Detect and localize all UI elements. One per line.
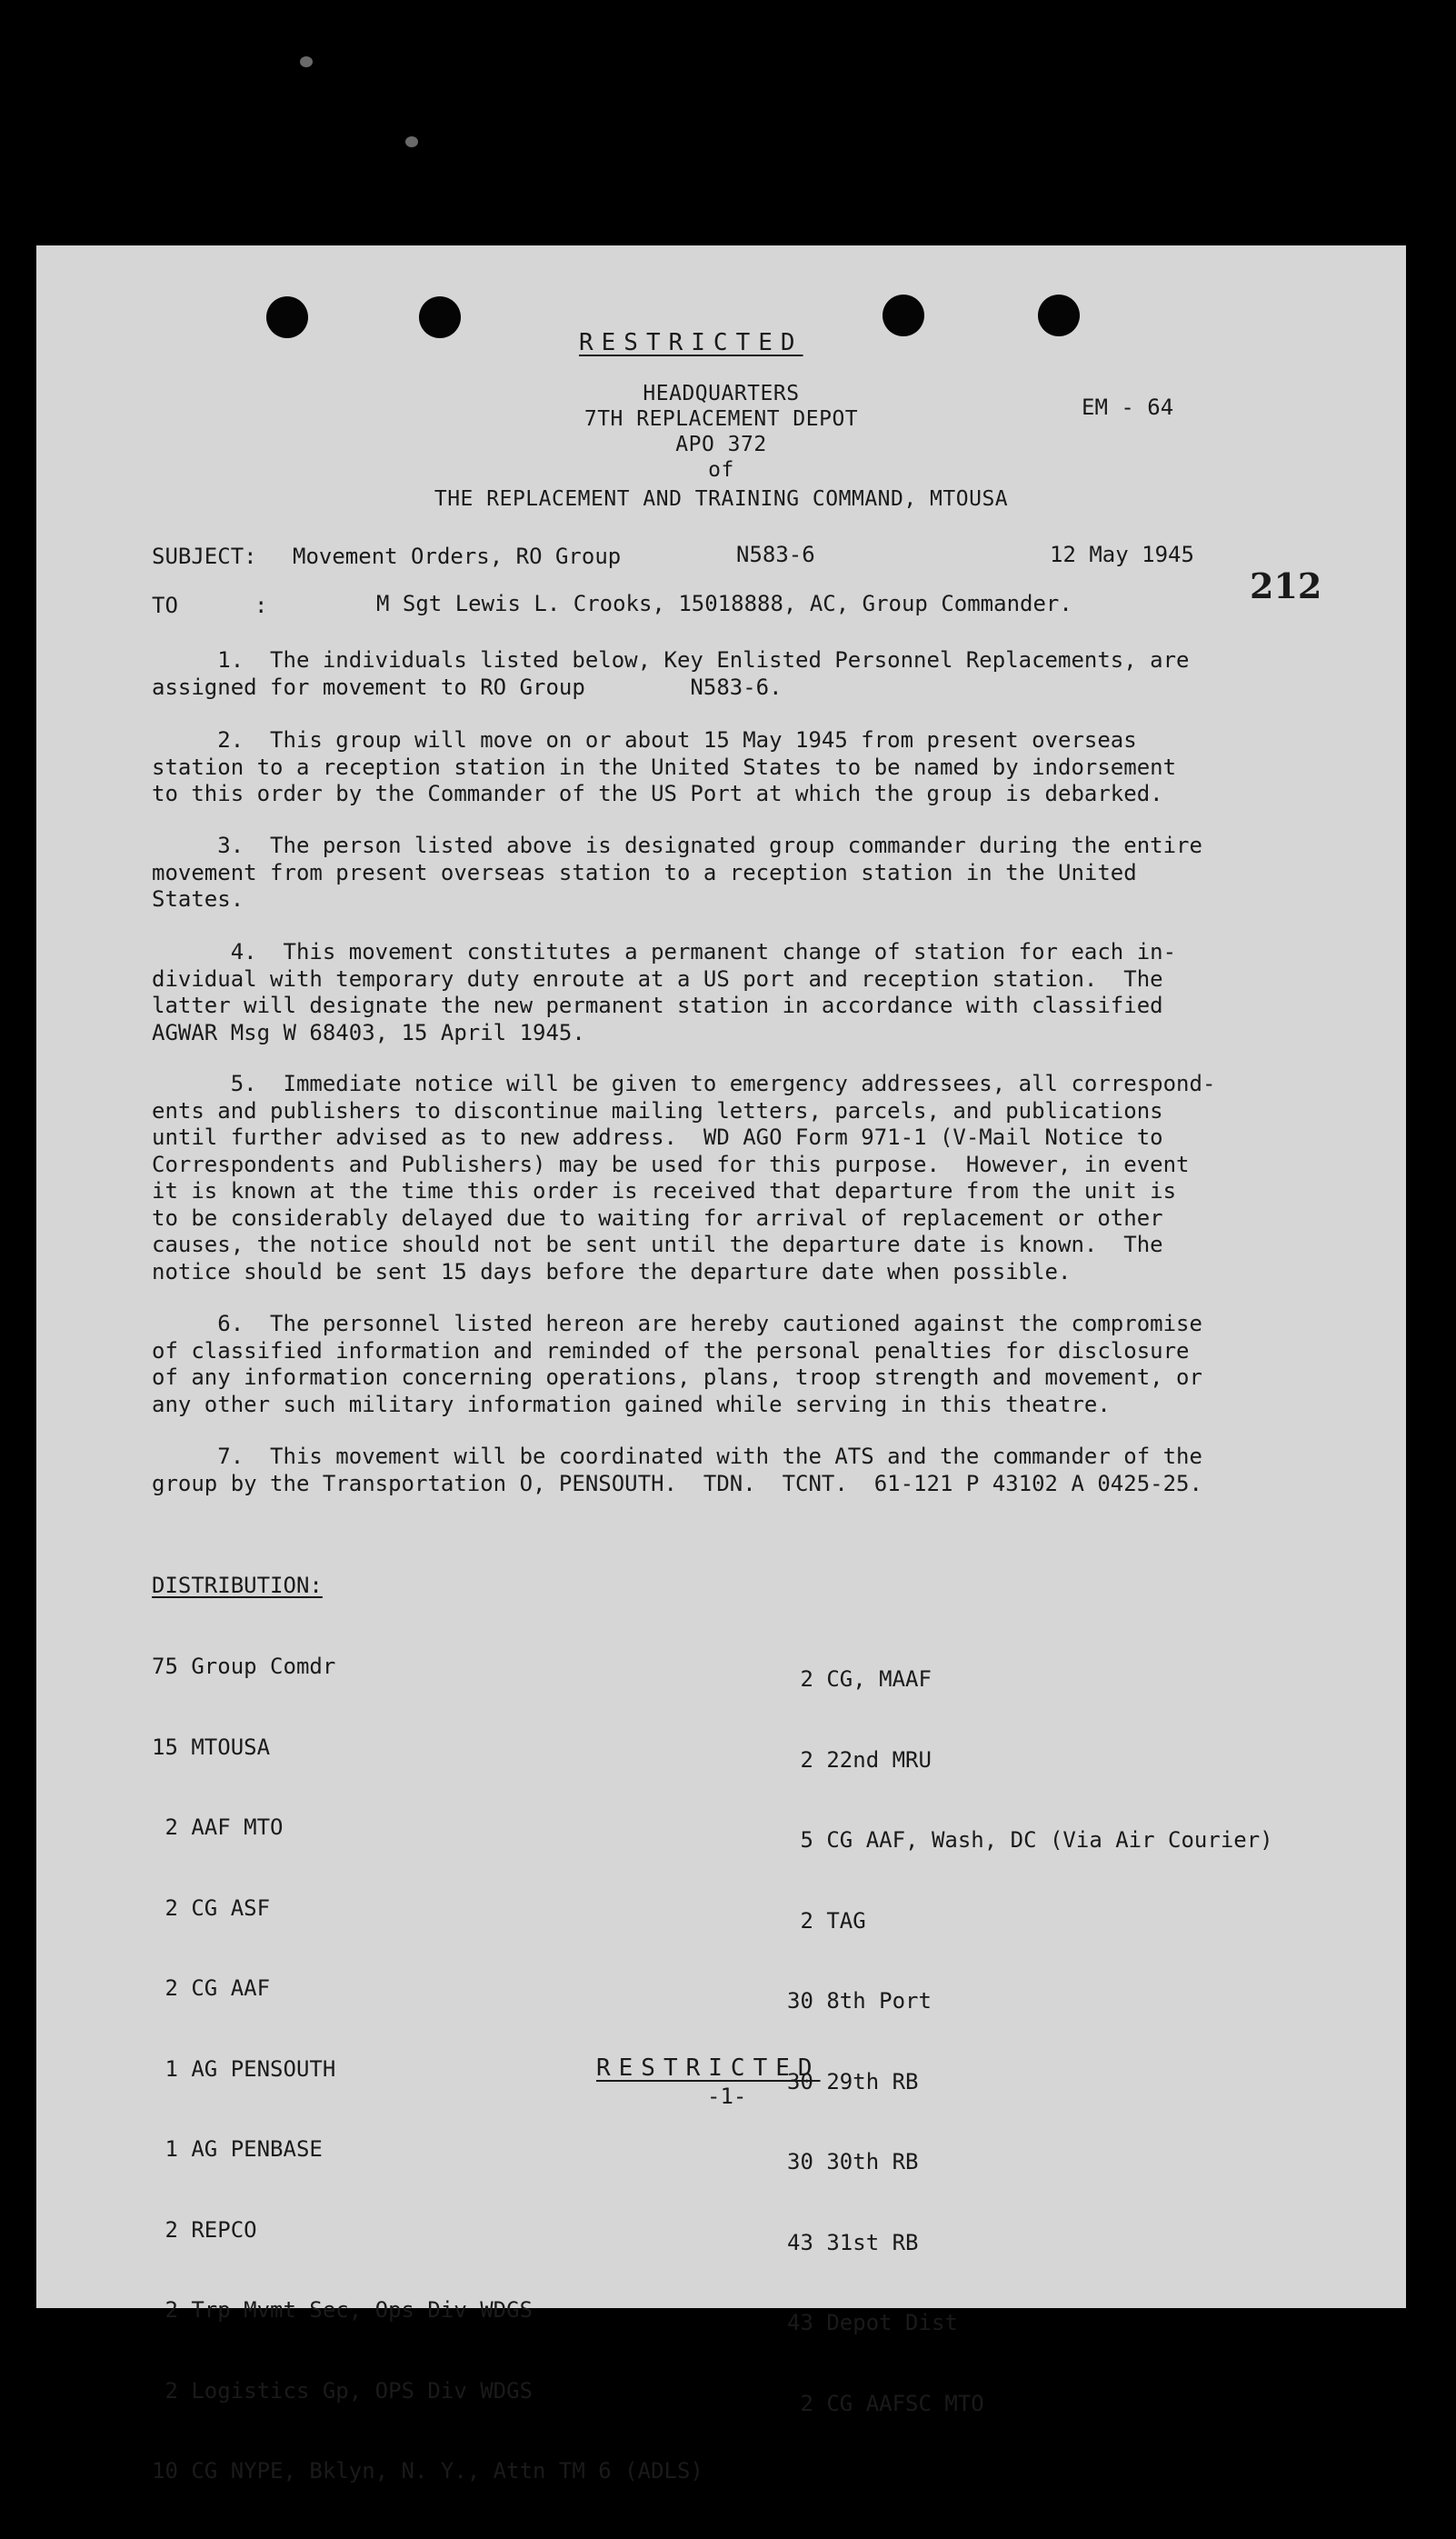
distribution-item: 43 31st RB [787,2229,919,2255]
distribution-item: 2 CG AAFSC MTO [787,2390,984,2416]
paragraph-2: 2. This group will move on or about 15 May 1945 from present overseas station to a reception station in the United States to be named by indorsement to this order by the Commander of the US Port at which the group is debarked. [152,727,1177,806]
punch-hole [1038,295,1080,336]
distribution-item: 2 CG AAF [152,1975,271,2001]
paragraph-4: 4. This movement constitutes a permanent change of station for each in- dividual with temporary duty enroute at a US port and reception station. The latter will designate the new permanent station in accordance with classified AGWAR Msg W 68403, 15 April 1945. [152,939,1177,1045]
distribution-item: 75 Group Comdr [152,1654,336,1679]
classification-bottom: RESTRICTED [596,2054,821,2082]
header-line-2: 7TH REPLACEMENT DEPOT [583,407,859,431]
film-speck [300,56,313,67]
paragraph-6: 6. The personnel listed hereon are hereby cautioned against the compromise of classified information and reminded of the personal penalties for disclosure of any information concerning operations, plans, troop strength and movement, or any other such military information gained while serving in this theatre. [152,1311,1202,1417]
distribution-item: 2 Logistics Gp, OPS Div WDGS [152,2377,534,2404]
distribution-item: 30 8th Port [787,1988,932,2014]
page-stamp-number: 212 [1250,565,1322,606]
paragraph-3: 3. The person listed above is designated group commander during the entire movement from present overseas station to a reception station in the United States. [152,833,1202,912]
punch-hole [883,295,924,336]
to-text: M Sgt Lewis L. Crooks, 15018888, AC, Group Commander. [376,591,1072,616]
film-speck [405,136,418,147]
page-number: -1- [707,2084,747,2109]
header-line-4: of [708,458,734,482]
punch-hole [266,296,308,338]
subject-label: SUBJECT: [152,544,257,569]
distribution-item: 30 30th RB [787,2149,919,2174]
distribution-item: 2 CG, MAAF [787,1666,932,1692]
to-label: TO [152,593,178,618]
subject-date: 12 May 1945 [1050,542,1194,567]
document-page [36,245,1406,2484]
distribution-item: 43 Depot Dist [787,2310,958,2335]
distribution-item: 10 CG NYPE, Bklyn, N. Y., Attn TM 6 (ADLS) [152,2458,703,2484]
distribution-item: 2 REPCO [152,2216,257,2243]
distribution-right-list [787,1613,1273,2471]
distribution-item: 2 22nd MRU [787,1746,932,1773]
distribution-item: 1 AG PENBASE [152,2136,323,2162]
distribution-item: 2 TAG [787,1907,866,1934]
distribution-item: 2 CG ASF [152,1894,271,1921]
header-line-1: HEADQUARTERS [643,382,800,405]
distribution-item: 1 AG PENSOUTH [152,2055,336,2082]
paragraph-1: 1. The individuals listed below, Key Enlisted Personnel Replacements, are assigned for movement to RO Group N583-6. [152,647,1190,700]
distribution-item: 5 CG AAF, Wash, DC (Via Air Courier) [787,1827,1273,1853]
header-line-3: APO 372 [675,433,767,456]
paragraph-7: 7. This movement will be coordinated with the ATS and the commander of the group by the Transportation O, PENSOUTH. TDN. TCNT. 61-121 P 43102 A 0425-25. [152,1444,1202,1496]
header-line-5: THE REPLACEMENT AND TRAINING COMMAND, MTOUSA [434,487,1009,511]
punch-hole [419,296,461,338]
distribution-item: 2 AAF MTO [152,1814,284,1840]
subject-number: N583-6 [736,542,815,567]
to-colon: : [254,593,268,618]
subject-text: Movement Orders, RO Group [293,544,622,569]
distribution-item: 30 29th RB [787,2068,919,2094]
distribution-heading: DISTRIBUTION: [152,1573,323,1598]
distribution-item: 2 Trp Mvmt Sec, Ops Div WDGS [152,2297,534,2323]
distribution-item: 15 MTOUSA [152,1734,271,1760]
document-code: EM - 64 [1082,395,1174,420]
classification-top: RESTRICTED [579,329,803,356]
paragraph-5: 5. Immediate notice will be given to emergency addressees, all correspond- ents and publishers to discontinue mailing letters, parcels, and publications until further advised as to new address. WD AGO Form 971-1 (V-Mail Notice to Correspondents and Publishers) may be used for this purpose. However, in event it is known at the time this order is received that departure from the unit is to be considerably delayed due to waiting for arrival of replacement or other causes, the notice should not be sent until the departure date is known. The notice should be sent 15 days before the departure date when possible. [152,1071,1216,1284]
